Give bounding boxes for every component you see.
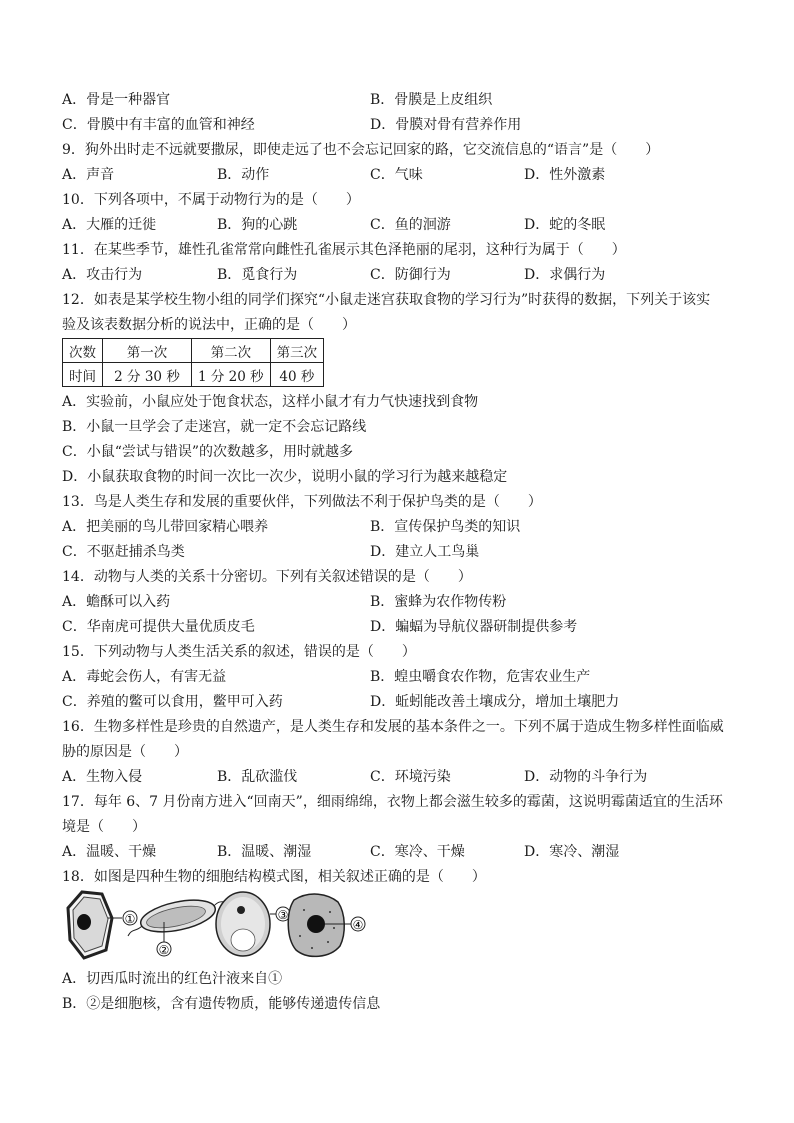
answer-option: B．宣传保护鸟类的知识 [370,519,521,535]
answer-option: B．觅食行为 [217,267,298,283]
answer-option: C．寒冷、干燥 [370,844,465,860]
question-text: 胁的原因是（ ） [62,744,188,760]
answer-option: A．生物入侵 [62,769,143,785]
table-cell: 40 秒 [270,363,324,387]
answer-option: B．温暖、潮湿 [217,844,312,860]
answer-option: D．蚯蚓能改善土壤成分，增加土壤肥力 [370,694,620,710]
question-text: D．小鼠获取食物的时间一次比一次少，说明小鼠的学习行为越来越稳定 [62,469,508,485]
table-header-row [63,339,324,363]
answer-option: D．寒冷、潮湿 [524,844,620,860]
answer-option: B．骨膜是上皮组织 [370,92,493,108]
answer-option: B．蝗虫嚼食农作物，危害农业生产 [370,669,591,685]
question-text: 10．下列各项中，不属于动物行为的是（ ） [62,192,360,208]
answer-option: A．温暖、干燥 [62,844,157,860]
table-cell: 第一次 [103,339,192,363]
answer-option: D．蛇的冬眠 [524,217,606,233]
question-text: 14．动物与人类的关系十分密切。下列有关叙述错误的是（ ） [62,569,472,585]
answer-option: C．养殖的鳖可以食用，鳖甲可入药 [62,694,283,710]
table-cell: 时间 [63,363,103,387]
answer-option: A．把美丽的鸟儿带回家精心喂养 [62,519,269,535]
question-text: 13．鸟是人类生存和发展的重要伙伴，下列做法不利于保护鸟类的是（ ） [62,494,542,510]
answer-option: A．毒蛇会伤人，有害无益 [62,669,227,685]
question-text: A．实验前，小鼠应处于饱食状态，这样小鼠才有力气快速找到食物 [62,394,479,410]
q18-option-b: B．②是细胞核，含有遗传物质，能够传递遗传信息 [62,996,381,1012]
answer-option: C．防御行为 [370,267,451,283]
answer-option: D．蝙蝠为导航仪器研制提供参考 [370,619,578,635]
question-text: 验及该表数据分析的说法中，正确的是（ ） [62,317,356,333]
answer-option: A．攻击行为 [62,267,143,283]
answer-option: C．骨膜中有丰富的血管和神经 [62,117,255,133]
table-cell: 次数 [63,339,103,363]
label-1: ① [124,912,136,926]
answer-option: A．大雁的迁徙 [62,217,157,233]
maze-data-table [62,338,324,387]
answer-option: D．动物的斗争行为 [524,769,648,785]
question-text: C．小鼠“尝试与错误”的次数越多，用时就越多 [62,444,354,460]
answer-option: D．求偶行为 [524,267,606,283]
question-text: B．小鼠一旦学会了走迷宫，就一定不会忘记路线 [62,419,367,435]
answer-option: C．环境污染 [370,769,451,785]
answer-option: A．声音 [62,167,115,183]
answer-option: C．不驱赶捕杀鸟类 [62,544,185,560]
yeast-cell-icon [216,892,276,956]
answer-option: A．蟾酥可以入药 [62,594,171,610]
table-cell: 1 分 20 秒 [192,363,271,387]
plant-cell-icon [68,892,122,958]
question-text: 18．如图是四种生物的细胞结构模式图，相关叙述正确的是（ ） [62,869,486,885]
question-text: 16．生物多样性是珍贵的自然遗产，是人类生存和发展的基本条件之一。下列不属于造成生物多样性面临威 [62,719,724,735]
table-cell: 2 分 30 秒 [103,363,192,387]
label-3: ③ [277,908,289,922]
answer-option: B．乱砍滥伐 [217,769,298,785]
answer-option: A．骨是一种器官 [62,92,171,108]
answer-option: B．动作 [217,167,270,183]
q18-option-a: A．切西瓜时流出的红色汁液来自① [62,971,283,987]
answer-option: B．狗的心跳 [217,217,298,233]
question-text: 15．下列动物与人类生活关系的叙述，错误的是（ ） [62,644,416,660]
answer-option: C．气味 [370,167,423,183]
question-text: 境是（ ） [62,819,146,835]
question-text: 11．在某些季节，雄性孔雀常常向雌性孔雀展示其色泽艳丽的尾羽，这种行为属于（ ） [62,242,626,258]
question-text: 17．每年 6、7 月份南方进入“回南天”，细雨绵绵，衣物上都会滋生较多的霉菌，这说明霉菌适宜的生活环 [62,794,723,810]
answer-option: D．建立人工鸟巢 [370,544,480,560]
animal-cell-icon [288,894,352,956]
question-text: 12．如表是某学校生物小组的同学们探究“小鼠走迷宫获取食物的学习行为”时获得的数据，下列关于该实 [62,292,711,308]
answer-option: D．骨膜对骨有营养作用 [370,117,522,133]
table-cell: 第三次 [270,339,324,363]
question-text: 9．狗外出时走不远就要撒尿，即使走远了也不会忘记回家的路，它交流信息的“语言”是（ ） [62,142,660,158]
cell-structure-figure [60,888,370,963]
answer-option: C．鱼的洄游 [370,217,451,233]
table-cell: 第二次 [192,339,271,363]
answer-option: C．华南虎可提供大量优质皮毛 [62,619,255,635]
answer-option: D．性外激素 [524,167,606,183]
label-2: ② [158,943,170,957]
label-4: ④ [352,918,364,932]
answer-option: B．蜜蜂为农作物传粉 [370,594,507,610]
table-row [63,363,324,387]
